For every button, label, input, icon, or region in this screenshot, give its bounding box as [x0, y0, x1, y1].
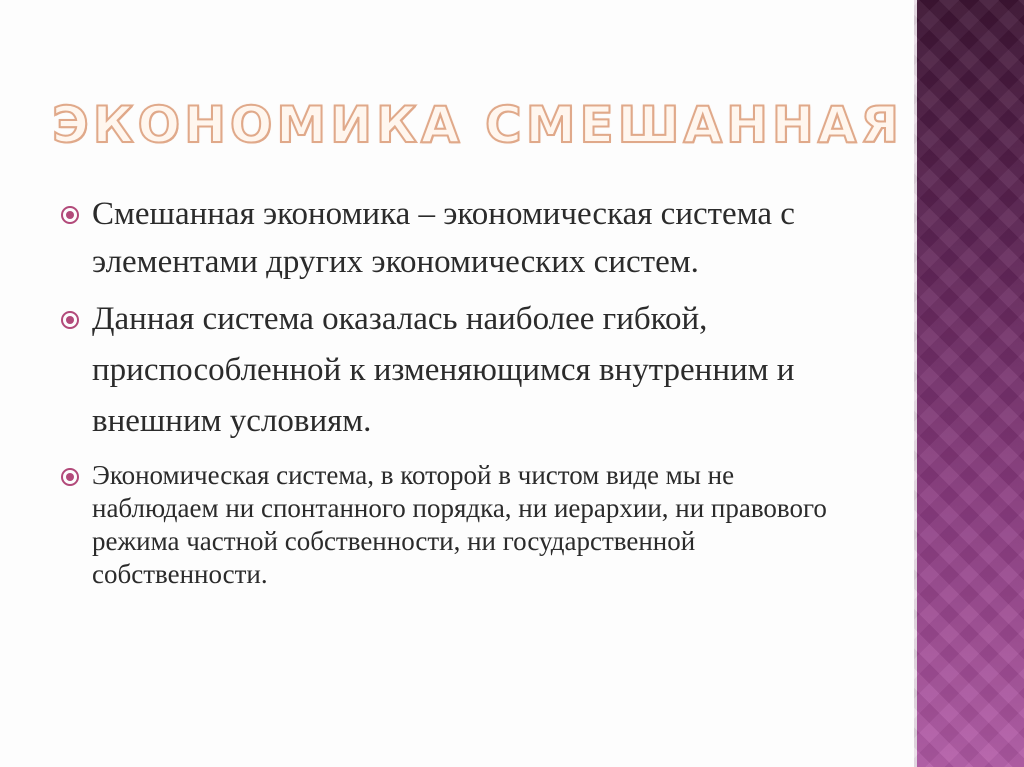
list-item [60, 190, 860, 286]
bullet-text: Смешанная экономика – экономическая система с элементами других экономических систем. [92, 196, 795, 280]
bullet-text: Экономическая система, в которой в чистом виде мы не наблюдаем ни спонтанного порядка, ни иерархии, ни правового режима частной собственности, ни государственной собственности. [92, 460, 827, 589]
list-item [60, 294, 860, 447]
bullet-text: Данная система оказалась наиболее гибкой, приспособленной к изменяющимся внутренним и внешним условиям. [92, 301, 795, 439]
target-bullet-icon [60, 467, 80, 487]
slide-title: ЭКОНОМИКА СМЕШАННАЯ [52, 96, 903, 154]
bullet-list [60, 190, 860, 591]
target-bullet-icon [60, 205, 80, 225]
target-bullet-icon [60, 310, 80, 330]
list-item [60, 459, 860, 591]
decorative-side-band [914, 0, 1024, 767]
